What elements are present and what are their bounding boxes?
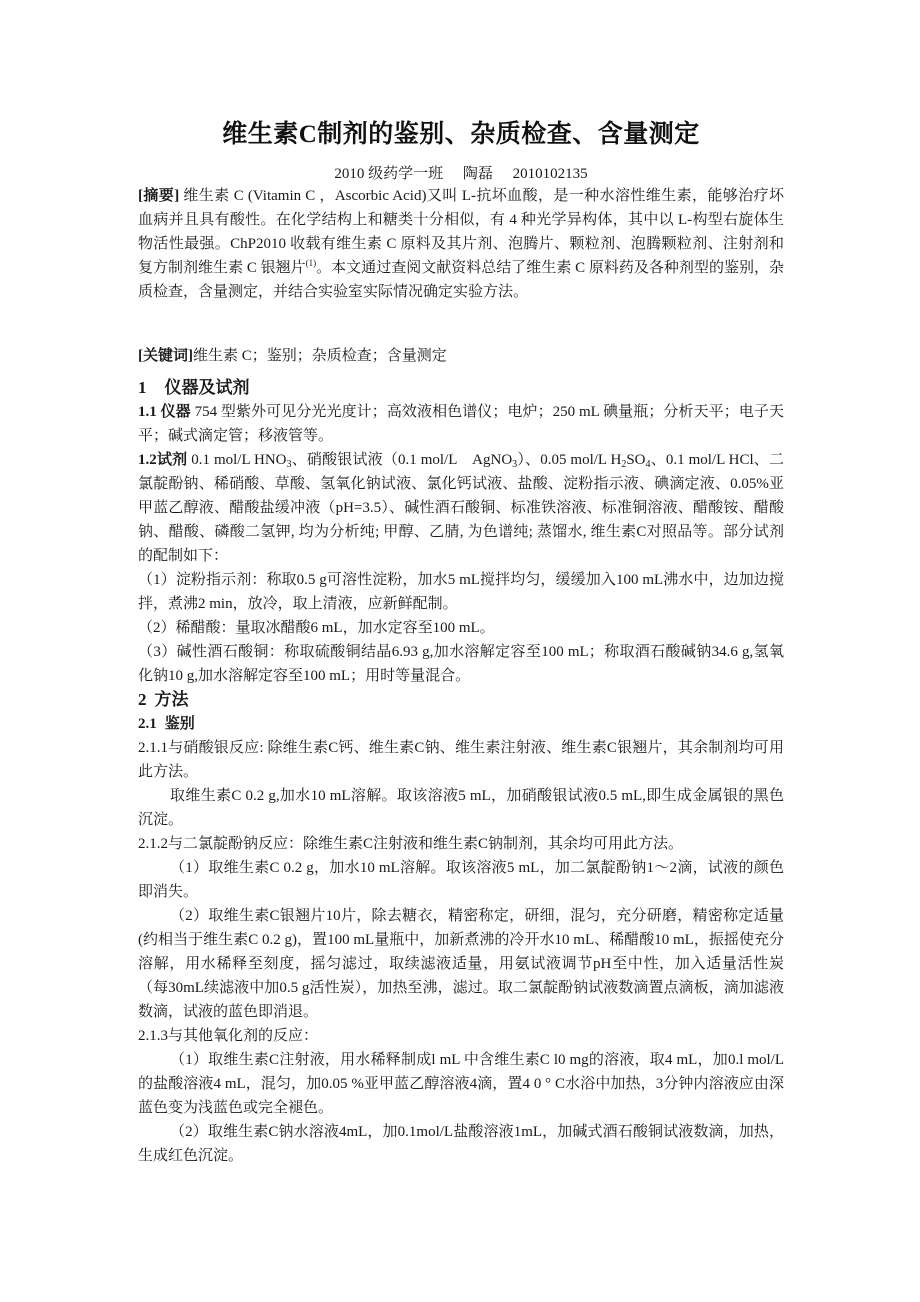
paragraph: 取维生素C 0.2 g,加水10 mL溶解。取该溶液5 mL，加硝酸银试液0.5 mL,即生成金属银的黑色沉淀。 — [138, 788, 784, 828]
document-body — [138, 184, 784, 1168]
abstract-label: [摘要] — [138, 188, 180, 204]
section-2-1-heading — [138, 712, 784, 736]
section-2-1-3-heading: 2.1.3与其他氧化剂的反应： — [138, 1028, 319, 1044]
reagent-text: SO — [626, 452, 646, 468]
subscript: 3 — [286, 459, 292, 470]
byline-student-id: 2010102135 — [512, 166, 588, 182]
subscript: 4 — [645, 459, 651, 470]
paragraph: （2）取维生素C银翘片10片，除去糖衣，精密称定，研细，混匀，充分研磨，精密称定适量(约相当于维生素C 0.2 g)，置100 mL量瓶中，加新煮沸的冷开水10 mL、稀醋酸10 mL，振摇使充分溶解，用水稀释至刻度，摇匀滤过，取续滤液适量，用氨试液调节pH至中性，加入适量活性炭（每30mL续滤液中加0.5 g活性炭），加热至沸，滤过。取二氯靛酚钠试液数滴置点滴板，滴加滤液数滴，试液的蓝色即消退。 — [138, 908, 784, 1020]
byline — [138, 164, 784, 184]
reagent-text: 0.1 mol/L HNO — [187, 452, 287, 468]
section-number: 2 — [138, 690, 147, 709]
subsection-number: 2.1 — [138, 716, 157, 732]
subsection-text: 754 型紫外可见分光光度计；高效液相色谱仪；电炉；250 mL 碘量瓶；分析天平；电子天平；碱式滴定管；移液管等。 — [138, 404, 784, 444]
paragraph: （2）取维生素C钠水溶液4mL，加0.1mol/L盐酸溶液1mL，加碱式酒石酸铜试液数滴，加热，生成红色沉淀。 — [138, 1124, 784, 1164]
citation-ref: (1) — [305, 258, 317, 268]
byline-class: 2010 级药学一班 — [334, 166, 444, 182]
subscript: 3 — [512, 459, 518, 470]
keywords-label: [关键词] — [138, 348, 193, 364]
abstract — [138, 184, 784, 304]
paragraph: （1）取维生素C注射液，用水稀释制成l mL 中含维生素C l0 mg的溶液，取4 mL，加0.l mol/L的盐酸溶液4 mL，混匀，加0.05 %亚甲蓝乙醇溶液4滴，置4 0 ° C水浴中加热，3分钟内溶液应由深蓝色变为浅蓝色或完全褪色。 — [138, 1052, 784, 1116]
keywords-text: 维生素 C；鉴别；杂质检查；含量测定 — [193, 348, 447, 364]
byline-author: 陶磊 — [462, 166, 493, 182]
abstract-text: 维生素 C (Vitamin C ，Ascorbic Acid)又叫 L-抗坏血酸，是一种水溶性维生素，能够治疗坏血病并且具有酸性。在化学结构上和糖类十分相似，有 4 种光学异构体，其中以 L-构型右旋体生物活性最强。ChP2010 收载有维生素 C 原料及其片剂、泡腾片、颗粒剂、泡腾颗粒剂、注射剂和复方制剂维生素 C 银翘片 — [138, 188, 784, 276]
document-title: 维生素C制剂的鉴别、杂质检查、含量测定 — [222, 121, 700, 148]
section-1-heading — [138, 376, 784, 400]
section-2-heading — [138, 688, 784, 712]
section-2-1-1-heading: 2.1.1与硝酸银反应: 除维生素C钙、维生素C钠、维生素注射液、维生素C银翘片，其余制剂均可用此方法。 — [138, 740, 784, 780]
abstract-text-cont: 。本文通过查阅文献资料总结了维生素 C 原料药及各种剂型的鉴别，杂质检查，含量测定，并结合实验室实际情况确定实验方法。 — [138, 260, 784, 300]
keywords — [138, 344, 784, 368]
subscript: 2 — [621, 459, 627, 470]
paragraph: （1）取维生素C 0.2 g，加水10 mL溶解。取该溶液5 mL，加二氯靛酚钠1～2滴，试液的颜色即消失。 — [138, 860, 784, 900]
prep-item-1: （1）淀粉指示剂：称取0.5 g可溶性淀粉，加水5 mL搅拌均匀，缓缓加入100 mL沸水中，边加边搅拌，煮沸2 min，放冷，取上清液，应新鲜配制。 — [138, 572, 784, 612]
section-title: 仪器及试剂 — [164, 378, 250, 397]
section-2-1-2-heading: 2.1.2与二氯靛酚钠反应：除维生素C注射液和维生素C钠制剂，其余均可用此方法。 — [138, 836, 684, 852]
prep-item-3: （3）碱性酒石酸铜：称取硫酸铜结晶6.93 g,加水溶解定容至100 mL；称取酒石酸碱钠34.6 g,氢氧化钠10 g,加水溶解定容至100 mL；用时等量混合。 — [138, 644, 784, 684]
section-number: 1 — [138, 378, 147, 397]
reagent-text: 、0.1 mol/L HCl、二氯靛酚钠、稀硝酸、草酸、氢氧化钠试液、氯化钙试液、盐酸、淀粉指示液、碘滴定液、0.05%亚甲蓝乙醇液、醋酸盐缓冲液（pH=3.5）、碱性酒石酸铜、标准铁溶液、标准铜溶液、醋酸铵、醋酸钠、醋酸、磷酸二氢钾, 均为分析纯; 甲醇、乙腈, 为色谱纯; 蒸馏水, 维生素C对照品等。部分试剂的配制如下： — [138, 452, 784, 564]
reagent-text: 、硝酸银试液（0.1 mol/L AgNO — [291, 452, 513, 468]
section-title: 方法 — [154, 690, 189, 709]
subsection-title: 鉴别 — [164, 716, 195, 732]
subsection-label: 1.1 仪器 — [138, 404, 191, 420]
section-1-1 — [138, 400, 784, 448]
prep-item-2: （2）稀醋酸：量取冰醋酸6 mL，加水定容至100 mL。 — [138, 620, 495, 636]
subsection-label: 1.2试剂 — [138, 452, 188, 468]
section-1-2 — [138, 448, 784, 568]
reagent-text: ）、0.05 mol/L H — [517, 452, 622, 468]
